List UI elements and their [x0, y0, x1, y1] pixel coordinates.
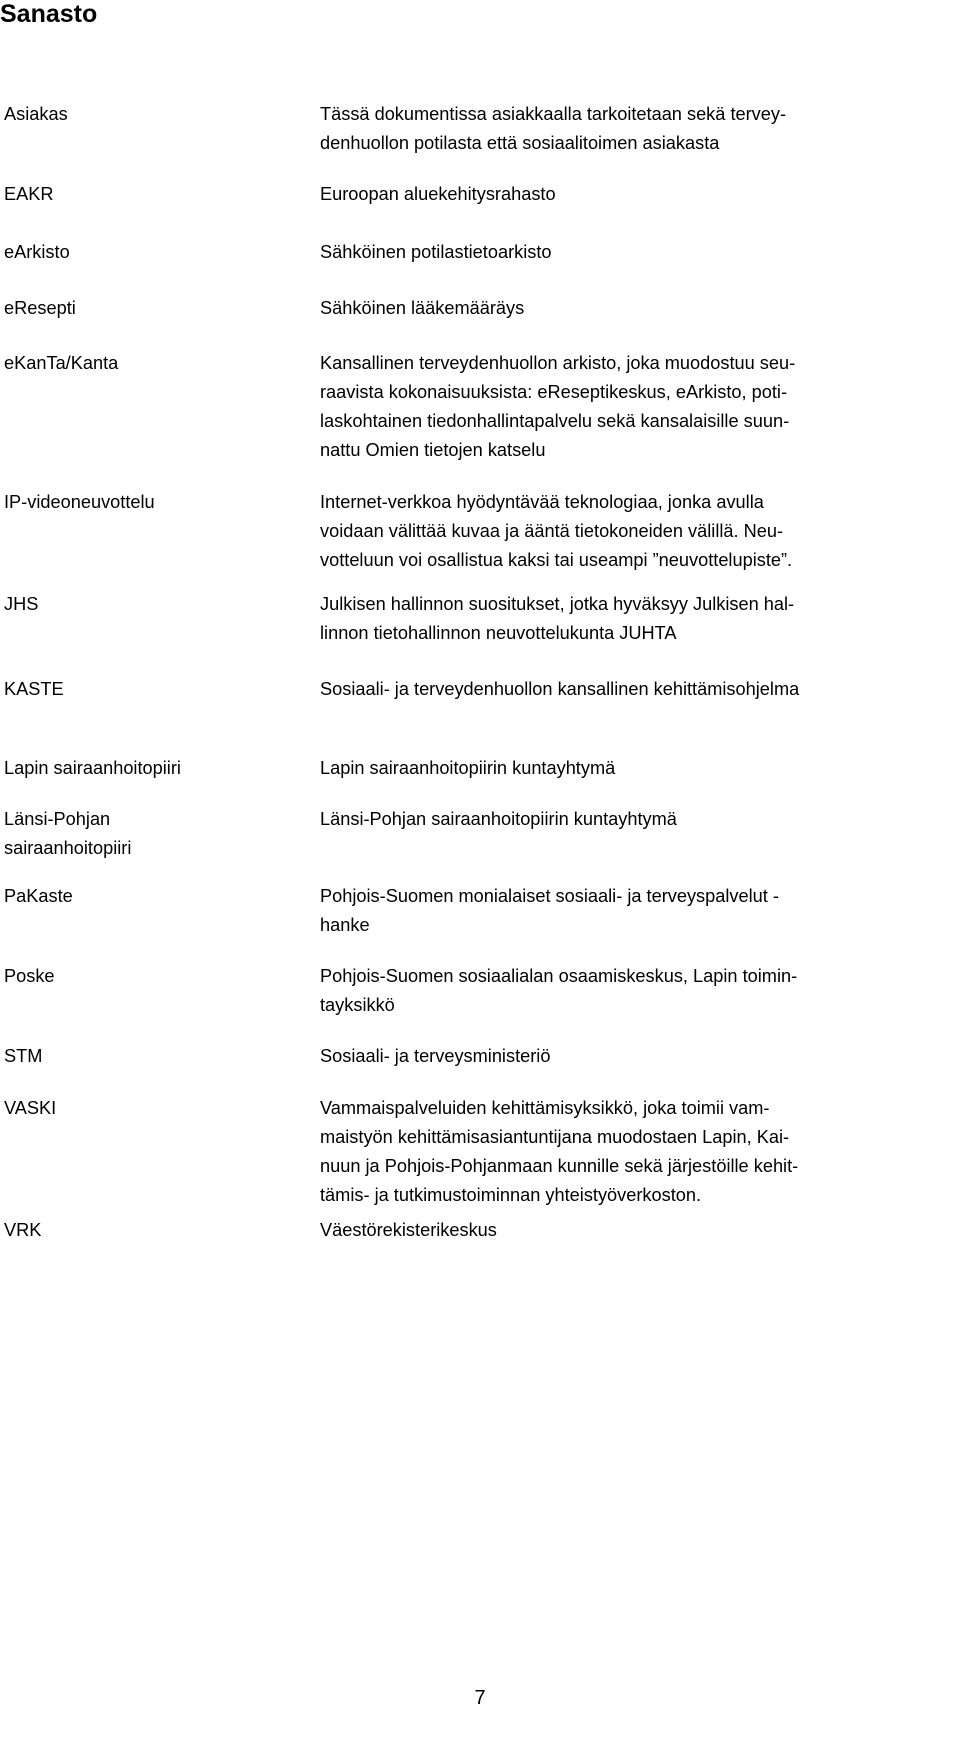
glossary-definition [320, 100, 960, 158]
glossary-term-line: IP-videoneuvottelu [4, 492, 155, 512]
glossary-definition [320, 805, 960, 834]
glossary-term [4, 590, 304, 619]
glossary-definition-line: Sähköinen potilastietoarkisto [320, 242, 552, 262]
glossary-term [4, 962, 304, 991]
glossary-definition [320, 1094, 960, 1210]
glossary-term [4, 488, 304, 517]
glossary-definition-line: voidaan välittää kuvaa ja ääntä tietokoneiden välillä. Neu- [320, 521, 784, 541]
glossary-definition-line: Tässä dokumentissa asiakkaalla tarkoitetaan sekä tervey- [320, 104, 787, 124]
glossary-definition-line: Sähköinen lääkemääräys [320, 298, 525, 318]
glossary-definition [320, 294, 960, 323]
glossary-definition-line: nattu Omien tietojen katselu [320, 440, 546, 460]
glossary-term-line: PaKaste [4, 886, 73, 906]
glossary-definition-line: Julkisen hallinnon suositukset, jotka hyväksyy Julkisen hal- [320, 594, 795, 614]
glossary-definition [320, 590, 960, 648]
glossary-term-line: Lapin sairaanhoitopiiri [4, 758, 181, 778]
glossary-definition [320, 754, 960, 783]
glossary-term [4, 238, 304, 267]
glossary-definition-line: Pohjois-Suomen sosiaalialan osaamiskeskus, Lapin toimin- [320, 966, 798, 986]
glossary-term [4, 805, 304, 863]
glossary-term-line: EAKR [4, 184, 54, 204]
glossary-definition [320, 675, 960, 704]
glossary-term-line: STM [4, 1046, 43, 1066]
glossary-definition-line: Länsi-Pohjan sairaanhoitopiirin kuntayhtymä [320, 809, 677, 829]
glossary-term-line: VASKI [4, 1098, 57, 1118]
glossary-definition-line: Väestörekisterikeskus [320, 1220, 497, 1240]
glossary-term-line: Asiakas [4, 104, 68, 124]
glossary-term [4, 180, 304, 209]
glossary-definition-line: laskohtainen tiedonhallintapalvelu sekä kansalaisille suun- [320, 411, 790, 431]
glossary-definition-line: raavista kokonaisuuksista: eReseptikeskus, eArkisto, poti- [320, 382, 788, 402]
glossary-term [4, 100, 304, 129]
glossary-term-line: Länsi-Pohjan [4, 809, 111, 829]
glossary-definition-line: Sosiaali- ja terveysministeriö [320, 1046, 551, 1066]
glossary-definition-line: Lapin sairaanhoitopiirin kuntayhtymä [320, 758, 616, 778]
glossary-definition [320, 180, 960, 209]
glossary-term [4, 1042, 304, 1071]
glossary-term [4, 675, 304, 704]
glossary-definition-line: Pohjois-Suomen monialaiset sosiaali- ja terveyspalvelut - [320, 886, 779, 906]
glossary-definition-line: votteluun voi osallistua kaksi tai useampi ”neuvottelupiste”. [320, 550, 793, 570]
glossary-term-line: eKanTa/Kanta [4, 353, 119, 373]
glossary-term [4, 754, 304, 783]
glossary-term-line: Poske [4, 966, 55, 986]
glossary-term-line: eResepti [4, 298, 76, 318]
glossary-definition [320, 1216, 960, 1245]
glossary-term-line: KASTE [4, 679, 64, 699]
glossary-definition-line: Vammaispalveluiden kehittämisyksikkö, joka toimii vam- [320, 1098, 770, 1118]
glossary-definition-line: hanke [320, 915, 370, 935]
page-title: Sanasto [0, 0, 98, 28]
glossary-definition-line: tämis- ja tutkimustoiminnan yhteistyöverkoston. [320, 1185, 702, 1205]
glossary-definition [320, 238, 960, 267]
glossary-definition-line: maistyön kehittämisasiantuntijana muodostaen Lapin, Kai- [320, 1127, 790, 1147]
page-number: 7 [474, 1687, 486, 1709]
glossary-term-line: sairaanhoitopiiri [4, 838, 132, 858]
glossary-definition-line: Sosiaali- ja terveydenhuollon kansallinen kehittämisohjelma [320, 679, 800, 699]
glossary-definition-line: denhuollon potilasta että sosiaalitoimen asiakasta [320, 133, 720, 153]
glossary-definition [320, 349, 960, 465]
glossary-term [4, 1216, 304, 1245]
glossary-definition-line: tayksikkö [320, 995, 395, 1015]
glossary-term [4, 1094, 304, 1123]
glossary-definition-line: Euroopan aluekehitysrahasto [320, 184, 556, 204]
glossary-term [4, 294, 304, 323]
glossary-term-line: eArkisto [4, 242, 70, 262]
glossary-definition-line: nuun ja Pohjois-Pohjanmaan kunnille sekä järjestöille kehit- [320, 1156, 799, 1176]
glossary-definition [320, 882, 960, 940]
glossary-term-line: JHS [4, 594, 39, 614]
glossary-term [4, 349, 304, 378]
glossary-definition-line: Kansallinen terveydenhuollon arkisto, joka muodostuu seu- [320, 353, 796, 373]
glossary-definition [320, 488, 960, 575]
glossary-definition [320, 1042, 960, 1071]
glossary-term [4, 882, 304, 911]
glossary-term-line: VRK [4, 1220, 42, 1240]
glossary-definition [320, 962, 960, 1020]
glossary-definition-line: linnon tietohallinnon neuvottelukunta JUHTA [320, 623, 677, 643]
glossary-definition-line: Internet-verkkoa hyödyntävää teknologiaa, jonka avulla [320, 492, 764, 512]
